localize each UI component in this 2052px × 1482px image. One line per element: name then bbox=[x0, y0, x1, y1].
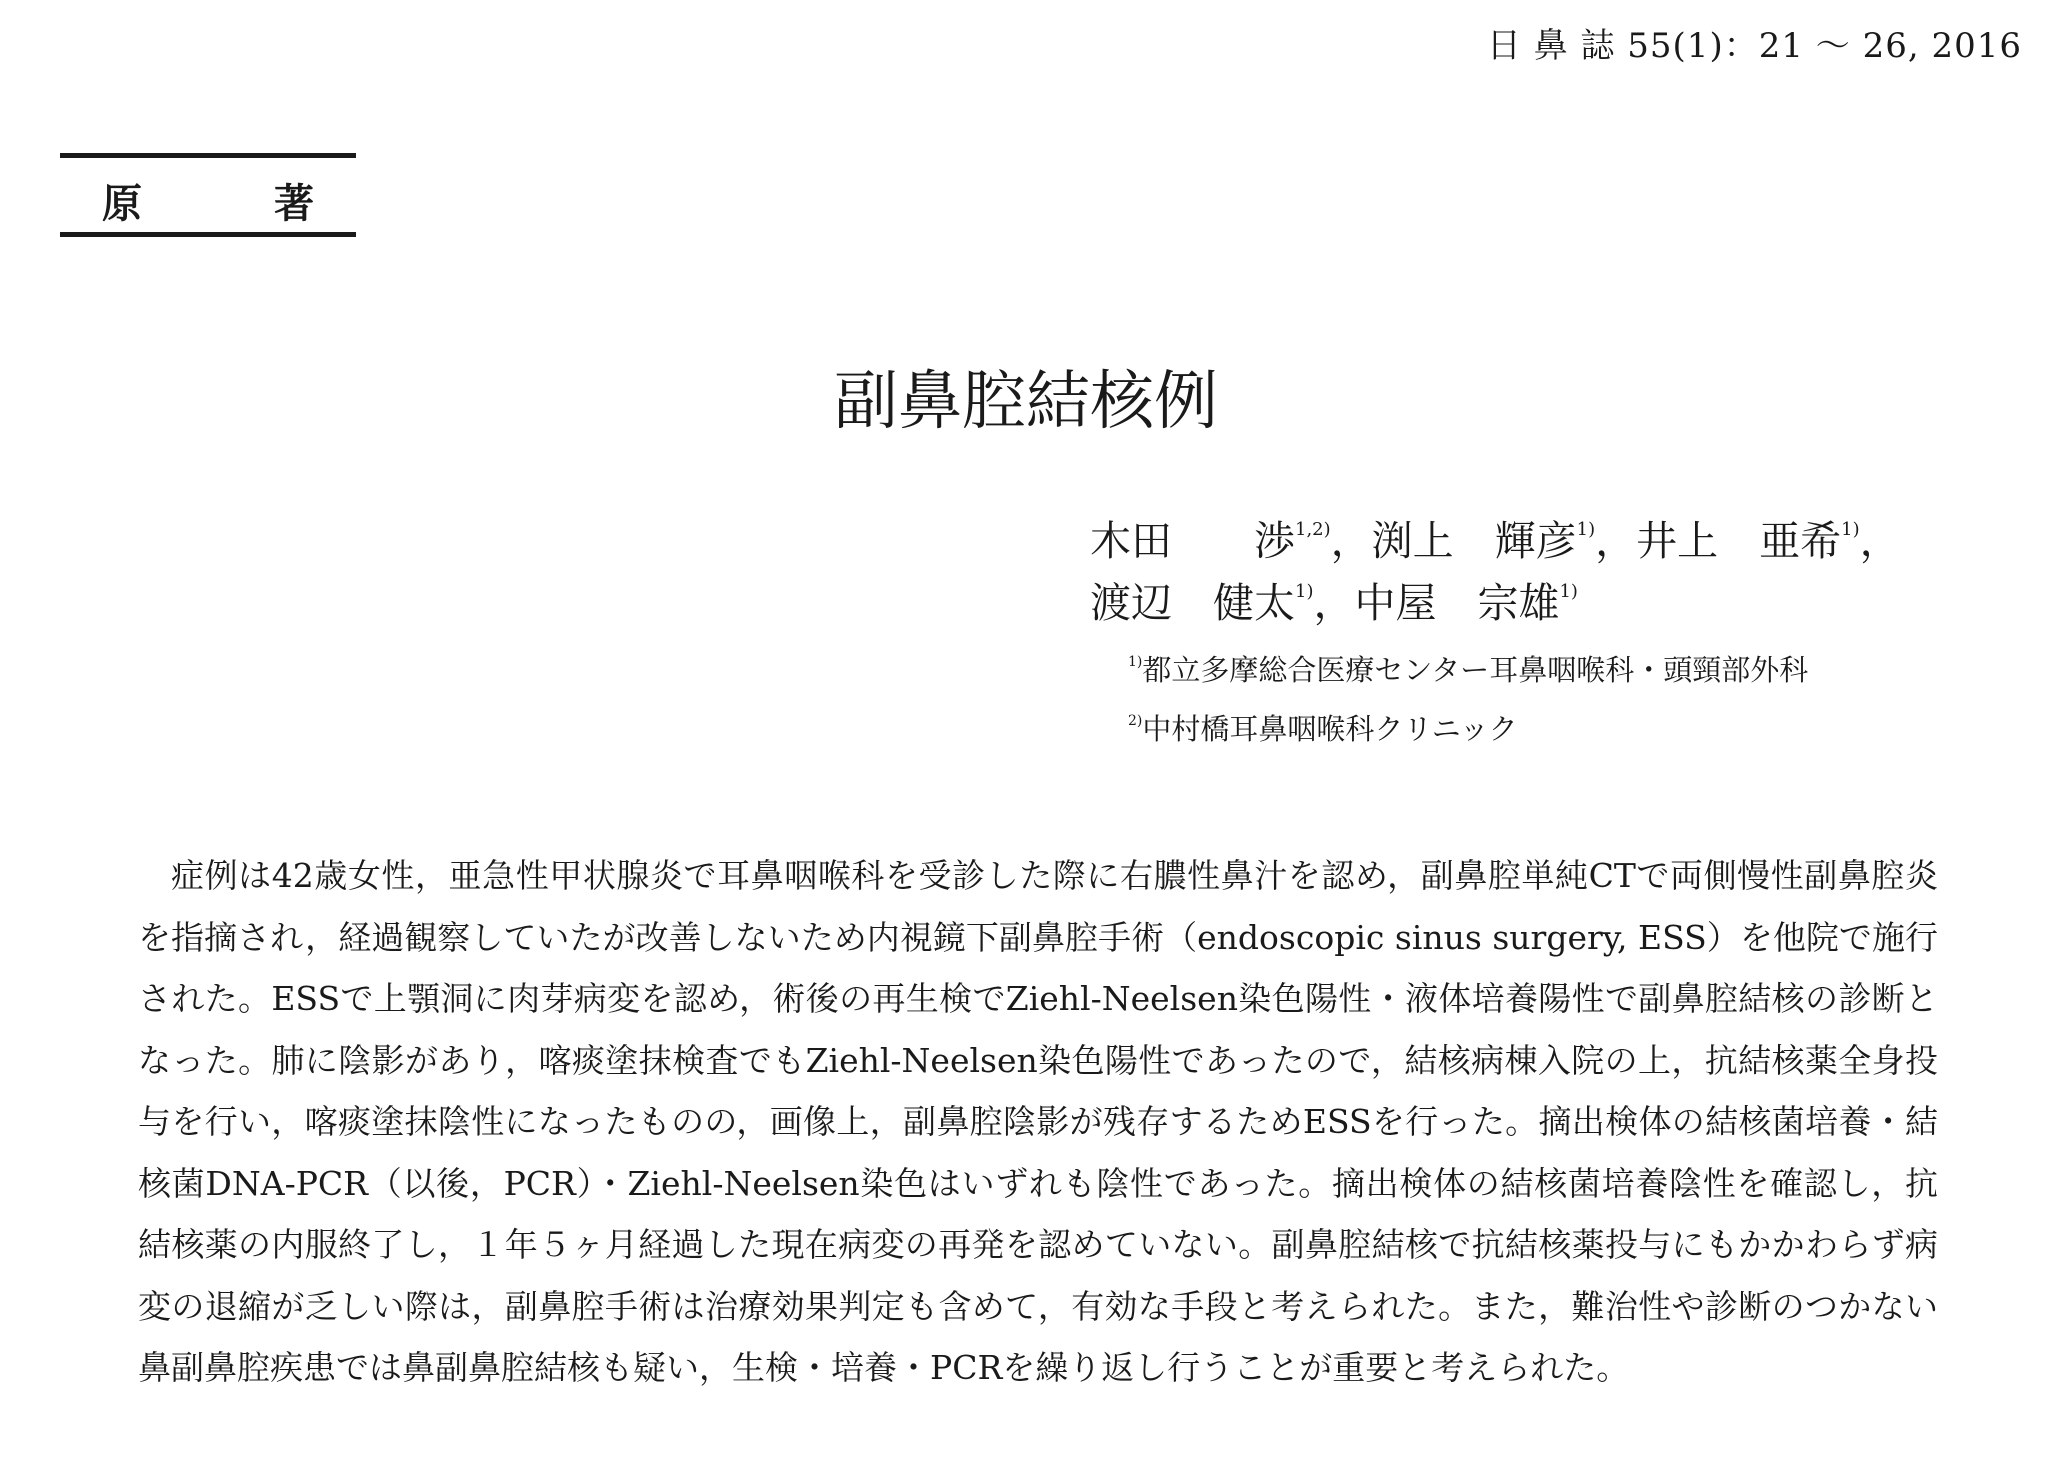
author-name: 渕上 輝彦 bbox=[1371, 517, 1577, 565]
author-separator: ， bbox=[1330, 517, 1372, 565]
article-category-box bbox=[60, 153, 446, 237]
journal-reference: 日 鼻 誌 55(1)：21 ～ 26, 2016 bbox=[1486, 26, 2022, 66]
author-affiliation-mark: 1) bbox=[1559, 581, 1578, 602]
author-separator: ， bbox=[1859, 517, 1901, 565]
affiliation-1 bbox=[1128, 648, 1808, 689]
affiliation-text: 都立多摩総合医療センター耳鼻咽喉科・頭頸部外科 bbox=[1142, 653, 1809, 687]
affiliation-mark: 2) bbox=[1128, 713, 1143, 729]
author-affiliation-mark: 1) bbox=[1841, 519, 1860, 540]
author-separator: ， bbox=[1313, 579, 1355, 627]
author-list bbox=[1090, 510, 1901, 634]
author-affiliation-mark: 1,2) bbox=[1295, 519, 1331, 540]
abstract-text: 症例は42歳女性，亜急性甲状腺炎で耳鼻咽喉科を受診した際に右膿性鼻汁を認め，副鼻腔単純CTで両側慢性副鼻腔炎を指摘され，経過観察していたが改善しないため内視鏡下副鼻腔手術（endoscopic sinus surgery, ESS）を他院で施行された。ESSで上顎洞に肉芽病変を認め，術後の再生検でZiehl-Neelsen染色陽性・液体培養陽性で副鼻腔結核の診断となった。肺に陰影があり，喀痰塗抹検査でもZiehl-Neelsen染色陽性であったので，結核病棟入院の上，抗結核薬全身投与を行い，喀痰塗抹陰性になったものの，画像上，副鼻腔陰影が残存するためESSを行った。摘出検体の結核菌培養・結核菌DNA-PCR（以後，PCR）・Ziehl-Neelsen染色はいずれも陰性であった。摘出検体の結核菌培養陰性を確認し，抗結核薬の内服終了し，１年５ヶ月経過した現在病変の再発を認めていない。副鼻腔結核で抗結核薬投与にもかかわらず病変の退縮が乏しい際は，副鼻腔手術は治療効果判定も含めて，有効な手段と考えられた。また，難治性や診断のつかない鼻副鼻腔疾患では鼻副鼻腔結核も疑い，生検・培養・PCRを繰り返し行うことが重要と考えられた。 bbox=[138, 856, 1939, 1387]
author-line-1 bbox=[1090, 510, 1901, 572]
article-title: 副鼻腔結核例 bbox=[834, 365, 1218, 439]
affiliation-mark: 1) bbox=[1128, 654, 1143, 670]
author-name: 木田 渉 bbox=[1090, 517, 1295, 565]
author-affiliation-mark: 1) bbox=[1576, 519, 1596, 540]
author-affiliation-mark: 1) bbox=[1295, 581, 1314, 602]
author-name: 中屋 宗雄 bbox=[1354, 579, 1560, 627]
author-separator: ， bbox=[1595, 517, 1637, 565]
affiliation-2 bbox=[1128, 707, 1518, 748]
author-name: 渡辺 健太 bbox=[1090, 579, 1295, 627]
author-line-2 bbox=[1090, 572, 1901, 634]
affiliation-text: 中村橋耳鼻咽喉科クリニック bbox=[1142, 712, 1518, 746]
author-name: 井上 亜希 bbox=[1636, 517, 1842, 565]
article-category-label: 原著 bbox=[102, 181, 446, 227]
